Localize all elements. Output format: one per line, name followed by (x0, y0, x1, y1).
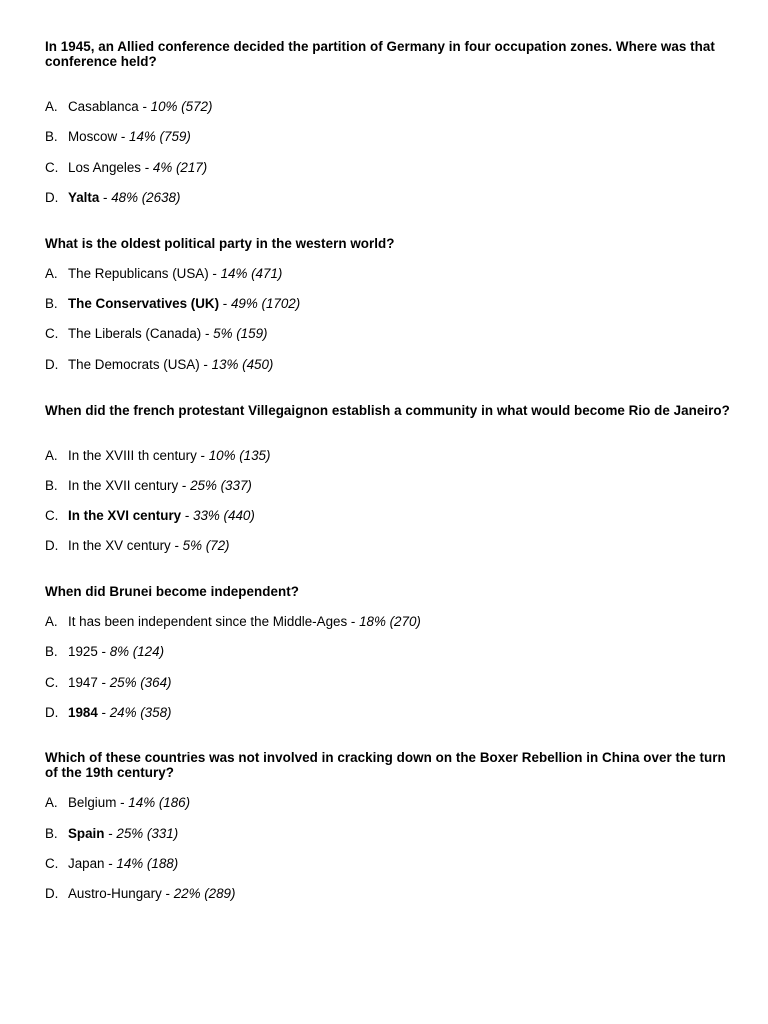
answer-separator: - (170, 538, 183, 553)
answer-separator: - (201, 326, 214, 341)
answer-text: The Democrats (USA) (68, 357, 200, 372)
answer-stats: 5% (159) (213, 326, 268, 341)
answer-stats: 14% (186) (128, 795, 191, 810)
answer-separator: - (219, 296, 231, 311)
answer-letter: B. (45, 826, 58, 841)
answer-separator: - (161, 886, 174, 901)
question-5-text: Which of these countries was not involved in cracking down on the Boxer Rebellion in China over the turn of the 19th century? (45, 750, 726, 780)
answer-letter: B. (45, 478, 58, 493)
answer-separator: - (178, 478, 191, 493)
q3-answer-c-correct (45, 508, 735, 524)
answer-stats: 33% (440) (193, 508, 255, 523)
q5-answer-b-correct (45, 826, 735, 842)
answer-text: The Liberals (Canada) (68, 326, 202, 341)
answer-text: In the XVI century (68, 508, 182, 523)
q2-answer-a (45, 266, 735, 282)
answer-stats: 48% (2638) (111, 190, 181, 205)
q4-answer-b (45, 644, 735, 660)
answer-letter: D. (45, 705, 59, 720)
answer-text: In the XV century (68, 538, 171, 553)
answer-letter: A. (45, 614, 58, 629)
q2-answer-b-correct (45, 296, 735, 312)
answer-separator: - (181, 508, 194, 523)
answer-stats: 49% (1702) (230, 296, 301, 311)
answer-letter: D. (45, 190, 59, 205)
answer-letter: C. (45, 675, 59, 690)
answer-stats: 14% (471) (220, 266, 283, 281)
answer-text: 1947 (68, 675, 98, 690)
answer-stats: 5% (72) (182, 538, 230, 553)
answer-stats: 10% (572) (150, 99, 213, 114)
answer-text: The Conservatives (UK) (68, 296, 220, 311)
answer-letter: A. (45, 448, 58, 463)
question-4-text: When did Brunei become independent? (45, 584, 299, 599)
q1-answer-b (45, 129, 735, 145)
answer-stats: 25% (331) (116, 826, 179, 841)
answer-stats: 10% (135) (208, 448, 271, 463)
answer-text: The Republicans (USA) (68, 266, 209, 281)
q5-answer-a (45, 795, 735, 811)
q2-answer-d (45, 357, 735, 373)
answer-letter: C. (45, 856, 59, 871)
answer-separator: - (104, 856, 117, 871)
answer-separator: - (347, 614, 360, 629)
q5-answer-d (45, 886, 735, 902)
q4-answer-a (45, 614, 735, 630)
answer-text: In the XVII century (68, 478, 179, 493)
answer-separator: - (208, 266, 221, 281)
answer-separator: - (99, 190, 112, 205)
answer-letter: A. (45, 99, 58, 114)
answer-separator: - (104, 826, 117, 841)
answer-text: It has been independent since the Middle-Ages (68, 614, 348, 629)
answer-separator: - (138, 99, 151, 114)
answer-stats: 22% (289) (173, 886, 236, 901)
q3-answer-d (45, 538, 735, 554)
answer-stats: 25% (337) (190, 478, 252, 493)
answer-letter: C. (45, 326, 59, 341)
answer-letter: B. (45, 644, 58, 659)
answer-stats: 13% (450) (211, 357, 274, 372)
question-2-text: What is the oldest political party in the western world? (45, 236, 395, 251)
answer-text: Casablanca (68, 99, 139, 114)
answer-separator: - (97, 705, 110, 720)
answer-stats: 25% (364) (109, 675, 172, 690)
q1-answer-d-correct (45, 190, 735, 206)
answer-stats: 24% (358) (109, 705, 172, 720)
answer-letter: B. (45, 129, 58, 144)
q5-answer-c (45, 856, 735, 872)
q2-answer-c (45, 326, 735, 342)
answer-letter: D. (45, 538, 59, 553)
answer-separator: - (117, 129, 130, 144)
answer-letter: D. (45, 357, 59, 372)
answer-separator: - (199, 357, 212, 372)
answer-separator: - (196, 448, 209, 463)
answer-stats: 14% (759) (129, 129, 191, 144)
answer-text: Los Angeles (68, 160, 141, 175)
answer-separator: - (97, 675, 110, 690)
answer-stats: 8% (124) (109, 644, 165, 659)
answer-letter: D. (45, 886, 59, 901)
answer-letter: C. (45, 508, 59, 523)
answer-text: Moscow (68, 129, 118, 144)
answer-letter: A. (45, 266, 58, 281)
answer-text: Belgium (68, 795, 117, 810)
answer-text: Japan (68, 856, 105, 871)
answer-text: 1984 (68, 705, 98, 720)
answer-stats: 14% (188) (116, 856, 179, 871)
answer-text: Spain (68, 826, 105, 841)
q1-answer-c (45, 160, 735, 176)
q3-answer-b (45, 478, 735, 494)
q3-answer-a (45, 448, 735, 464)
question-3-text: When did the french protestant Villegaignon establish a community in what would become Rio de Janeiro? (45, 403, 730, 418)
answer-text: Yalta (68, 190, 100, 205)
answer-stats: 18% (270) (359, 614, 421, 629)
answer-letter: B. (45, 296, 58, 311)
question-1-text: In 1945, an Allied conference decided the partition of Germany in four occupation zones. Where was that conference held? (45, 39, 715, 69)
answer-text: Austro-Hungary (68, 886, 162, 901)
answer-stats: 4% (217) (152, 160, 208, 175)
q1-answer-a (45, 99, 735, 115)
q4-answer-c (45, 675, 735, 691)
answer-letter: A. (45, 795, 58, 810)
answer-letter: C. (45, 160, 59, 175)
answer-separator: - (97, 644, 110, 659)
answer-text: 1925 (68, 644, 98, 659)
q4-answer-d-correct (45, 705, 735, 721)
answer-text: In the XVIII th century (68, 448, 197, 463)
answer-separator: - (140, 160, 153, 175)
answer-separator: - (116, 795, 129, 810)
